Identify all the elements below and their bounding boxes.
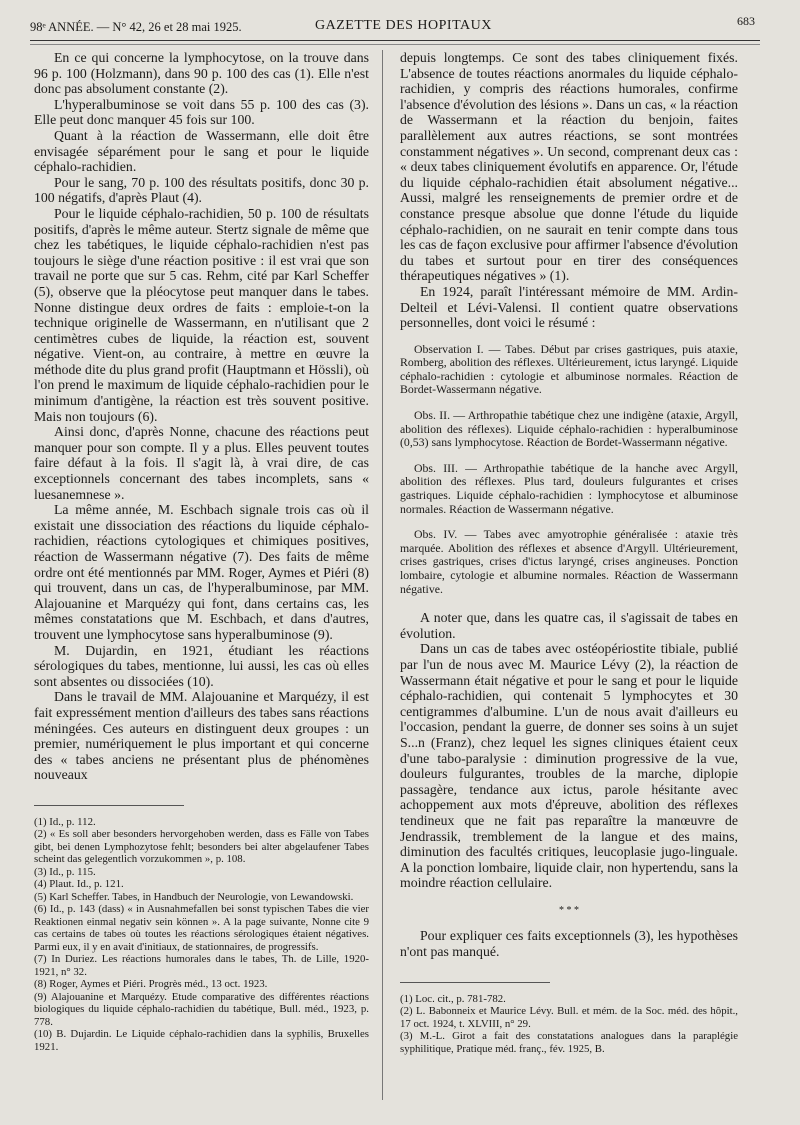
page-header [30,14,755,36]
footnote: (3) Id., p. 115. [34,865,96,878]
footnote-separator [34,805,184,806]
paragraph: Pour le liquide céphalo-rachidien, 50 p. 100 de résultats positifs, d'après le même auteur. Stertz signale de même que chez les tabétiques, le liquide céphalo-rachidien n'est pas toujours le siège d'une réaction positive : il est vrai que son travail ne porte que sur 5 cas. Rehm, cité par Karl Scheffer (5), observe que la pléocytose peut manquer dans le tabes. Nonne distingue deux ordres de faits : emploie-t-on la technique originelle de Wassermann, en n'utilisant que 2 centimètres cubes de liquide, la réaction est, souvent négative. Vient-on, au contraire, à mettre en œuvre la méthode dite du plus grand profit (Hauptmann et Hössli), où l'on prend le maximum de liquide céphalo-rachidien pour le minimum d'antigène, la réaction est très souvent positive. Mais non toujours (6). [34,205,369,424]
left-column [34,50,369,1053]
page-number: 683 [737,14,755,28]
observation: Obs. II. — Arthropathie tabétique chez une indigène (ataxie, Argyll, abolition des réflexes). Liquide céphalo-rachidien : hyperalbuminose (0,53) sans lymphocytose. Réaction de Bordet-Wassermann négative. [400,408,738,450]
observation: Obs. IV. — Tabes avec amyotrophie généralisée : ataxie très marquée. Abolition des réflexes et absence d'Argyll. Ultérieurement, crises gastriques, crises d'ictus laryngé, crises angineuses. Ponction lombaire, cytologie et albumine normales. Réaction de Wassermann négative. [400,527,738,596]
observation: Obs. III. — Arthropathie tabétique de la hanche avec Argyll, abolition des réflexes. Plus tard, douleurs fulgurantes et crises gastriques. Liquide céphalo-rachidien : lymphocytose et albuminose normales. Réaction de Wassermann négative. [400,460,738,516]
footnote: (7) In Duriez. Les réactions humorales dans le tabes, Th. de Lille, 1920-1921, n° 32. [34,953,369,978]
footnote: (3) M.-L. Girot a fait des constatations analogues dans la paraplégie syphilitique, Pratique méd. franç., fév. 1925, B. [400,1030,738,1055]
paragraph: A noter que, dans les quatre cas, il s'agissait de tabes en évolution. [400,610,738,641]
paragraph: En 1924, paraît l'intéressant mémoire de MM. Ardin-Delteil et Lévi-Valensi. Il contient quatre observations personnelles, dont voici le résumé : [400,283,738,331]
footnote: (1) Id., p. 112. [34,815,96,828]
footnote: (2) « Es soll aber besonders hervorgehoben werden, dass es Fälle von Tabes gibt, bei denen Lymphozytose fehlt; besonders bei alter abgelaufener Tabes scheint das gelegentlich vorzukommen », p. 108. [34,828,369,866]
paragraph: L'hyperalbuminose se voit dans 55 p. 100 des cas (3). Elle peut donc manquer 45 fois sur 100. [34,96,369,128]
footnote: (9) Alajouanine et Marquézy. Etude comparative des différentes réactions biologiques du liquide céphalo-rachidien du tabétique, Bull. méd., 1923, p. 778. [34,990,369,1028]
footnote: (1) Loc. cit., p. 781-782. [400,992,506,1005]
paragraph: Dans un cas de tabes avec ostéopériostite tibiale, publié par l'un de nous avec M. Maurice Lévy (2), la réaction de Wassermann était négative et pour le sang et pour le liquide céphalo-rachidien, qui contenait 5 lymphocytes et 30 centigrammes d'albumine. L'un de nous avait d'ailleurs eu l'occasion, pendant la guerre, de donner ses soins à un sujet S...n (Franz), chez lequel les signes cliniques étaient ceux d'une tabo-paralysie : diminution progressive de la vue, douleurs fulgurantes, troubles de la marche, diplopie passagère, tendance aux ictus, parole hésitante avec achoppement aux mots d'épreuve, abolition des réflexes tendineux que ne fait pas reparaître la manœuvre de Jendrassik, tremblement de la langue et des mains, diminution des facultés critiques, leucoplasie jugo-linguale. A la ponction lombaire, liquide clair, non hypertendu, sans la moindre réaction cellulaire. [400,641,738,891]
paragraph: La même année, M. Eschbach signale trois cas où il existait une dissociation des réactions du liquide céphalo-rachidien, réactions cytologiques et chimiques positives, réaction de Wassermann négative (7). Des faits de même ordre ont été mentionnés par MM. Roger, Aymes et Piéri (8) qui trouvent, dans un cas, de l'hyperalbuminose, par MM. Alajouanine et Marquézy qui font, dans certains cas, les mêmes constatations que M. Eschbach, et dans d'autres, trouvent une lymphocytose sans hyperalbuminose (9). [34,502,369,642]
footnote: (4) Plaut. Id., p. 121. [34,878,124,891]
right-column [400,50,738,1055]
paragraph: depuis longtemps. Ce sont des tabes cliniquement fixés. L'absence de toutes réactions anormales du liquide céphalo-rachidien, y compris des réactions humorales, confirme l'absence d'évolution des lésions ». Dans un cas, « la réaction de Wassermann et la réaction du benjoin, faites parallèlement aux autres réactions, se sont montrées constamment négatives ». Un second, comprenant deux cas : « deux tabes cliniquement évolutifs en apparence. Or, l'étude du liquide céphalo-rachidien était absolument négative... Aussi, malgré les renseignements de premier ordre et de constance presque absolue que donne l'étude du liquide céphalo-rachidien, on ne saurait en tenir compte dans tous les cas de façon exclusive pour affirmer l'absence d'évolution du tabes et surtout pour en tirer des conséquences thérapeutiques négatives » (1). [400,50,739,284]
footnote: (6) Id., p. 143 (dass) « in Ausnahmefallen bei sonst typischen Tabes die vier Reaktionen einmal negativ sein können ». A la page suivante, Nonne cite 9 cas certains de tabes où toutes les réactions sérologiques étaient négatives. Parmi eux, il y en avait d'initiaux, de stationnaires, de progressifs. [34,903,369,953]
footnote: (8) Roger, Aymes et Piéri. Progrès méd., 13 oct. 1923. [34,978,268,991]
paragraph: En ce qui concerne la lymphocytose, on la trouve dans 96 p. 100 (Holzmann), dans 90 p. 100 des cas (1). Elle n'est donc pas absolument constante (2). [34,50,369,97]
issue-info: 98ᵉ ANNÉE. — N° 42, 26 et 28 mai 1925. [30,20,242,34]
paragraph: Quant à la réaction de Wassermann, elle doit être envisagée séparément pour le sang et pour le liquide céphalo-rachidien. [34,127,369,175]
paragraph: Pour expliquer ces faits exceptionnels (3), les hypothèses n'ont pas manqué. [400,928,738,960]
header-rule-secondary [30,44,760,45]
paragraph: M. Dujardin, en 1921, étudiant les réactions sérologiques du tabes, mentionne, lui aussi, les cas où elles sont absentes ou dissociées (10). [34,642,369,689]
footnote: (10) B. Dujardin. Le Liquide céphalo-rachidien dans la syphilis, Bruxelles 1921. [34,1028,369,1053]
journal-title: GAZETTE DES HOPITAUX [315,18,492,33]
footnote: (2) L. Babonneix et Maurice Lévy. Bull. et mém. de la Soc. méd. des hôpit., 17 oct. 1924, t. XLVIII, n° 29. [400,1005,738,1030]
paragraph: Pour le sang, 70 p. 100 des résultats positifs, donc 30 p. 100 négatifs, d'après Plaut (4). [34,174,369,206]
footnote-separator [400,982,550,983]
footnote: (5) Karl Scheffer. Tabes, in Handbuch der Neurologie, von Lewandowski. [34,890,354,903]
right-footnotes [400,993,738,1056]
paragraph: Ainsi donc, d'après Nonne, chacune des réactions peut manquer pour son compte. Il y a plus. Elles peuvent toutes faire défaut à la fois. Il s'agit là, à vrai dire, de cas exceptionnels concernant des tabes incomplets, sans « luesanemnese ». [34,424,369,502]
header-rule [30,40,760,41]
paragraph: Dans le travail de MM. Alajouanine et Marquézy, il est fait expressément mention d'ailleurs des tabes sans réactions méningées. Ces auteurs en distinguent deux groupes : un premier, numériquement le plus important et qui concerne des « tabes anciens ne présentant plus de phénomènes nouveaux [34,689,369,783]
column-divider [382,50,383,1100]
observation: Observation I. — Tabes. Début par crises gastriques, puis ataxie, Romberg, abolition des réflexes. Ultérieurement, ictus laryngé. Liquide céphalo-rachidien : cytologie et albuminose normales. Réaction de Bordet-Wassermann négative. [400,341,738,397]
left-footnotes [34,816,369,1054]
section-stars: * * * [559,904,579,916]
